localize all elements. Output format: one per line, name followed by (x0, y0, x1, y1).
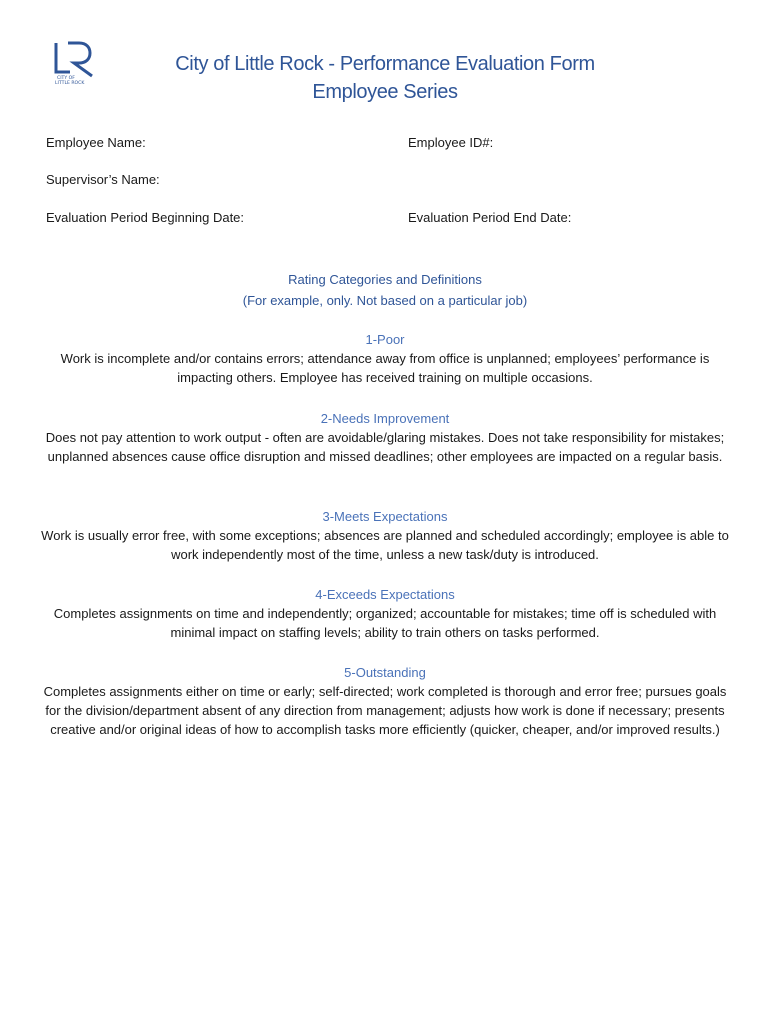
category-definition: Does not pay attention to work output - often are avoidable/glaring mistakes. Does not take responsibility for mistakes; unplanned absences cause office disruption and missed deadlines; other employees are impacted on a regular basis. (45, 430, 725, 464)
category-definition: Completes assignments either on time or early; self-directed; work completed is thorough and error free; pursues goals for the division/department absent of any direction from management; adjusts how work is done if necessary; presents creative and/or original ideas of how to accomplish tasks more efficiently (quicker, cheaper, and/or improved results.) (43, 684, 727, 737)
rating-heading-block (0, 269, 770, 311)
rating-subheading: (For example, only. Not based on a particular job) (242, 293, 528, 308)
rating-category-1 (40, 330, 730, 387)
period-end-label: Evaluation Period End Date: (408, 210, 572, 225)
title-line-1: City of Little Rock - Performance Evaluation Form (175, 53, 595, 75)
rating-category-5 (40, 663, 730, 739)
category-title: 2-Needs Improvement (320, 411, 450, 426)
category-title: 4-Exceeds Expectations (315, 587, 455, 602)
logo-caption-line1: CITY OF (57, 76, 75, 81)
category-definition: Work is incomplete and/or contains errors; attendance away from office is unplanned; employees’ performance is impacting others. Employee has received training on multiple occasions. (60, 351, 710, 385)
category-title: 5-Outstanding (344, 665, 426, 680)
employee-id-label: Employee ID#: (408, 135, 494, 150)
rating-category-4 (40, 585, 730, 642)
category-title: 1-Poor (365, 332, 405, 347)
category-title: 3-Meets Expectations (322, 509, 448, 524)
employee-name-label: Employee Name: (46, 135, 146, 150)
rating-category-3 (40, 507, 730, 564)
period-begin-label: Evaluation Period Beginning Date: (46, 210, 245, 225)
logo-caption-line2: LITTLE ROCK (55, 81, 85, 86)
title-line-2: Employee Series (312, 81, 458, 103)
category-definition: Work is usually error free, with some exceptions; absences are planned and scheduled accordingly; employee is able to work independently most of the time, unless a new task/duty is introduced. (41, 528, 729, 562)
category-definition: Completes assignments on time and independently; organized; accountable for mistakes; time off is scheduled with minimal impact on staffing levels; ability to train others on tasks performed. (53, 606, 717, 640)
rating-category-2 (40, 409, 730, 466)
supervisor-name-label: Supervisor’s Name: (46, 172, 160, 187)
rating-heading: Rating Categories and Definitions (288, 272, 482, 287)
form-title (0, 50, 770, 106)
